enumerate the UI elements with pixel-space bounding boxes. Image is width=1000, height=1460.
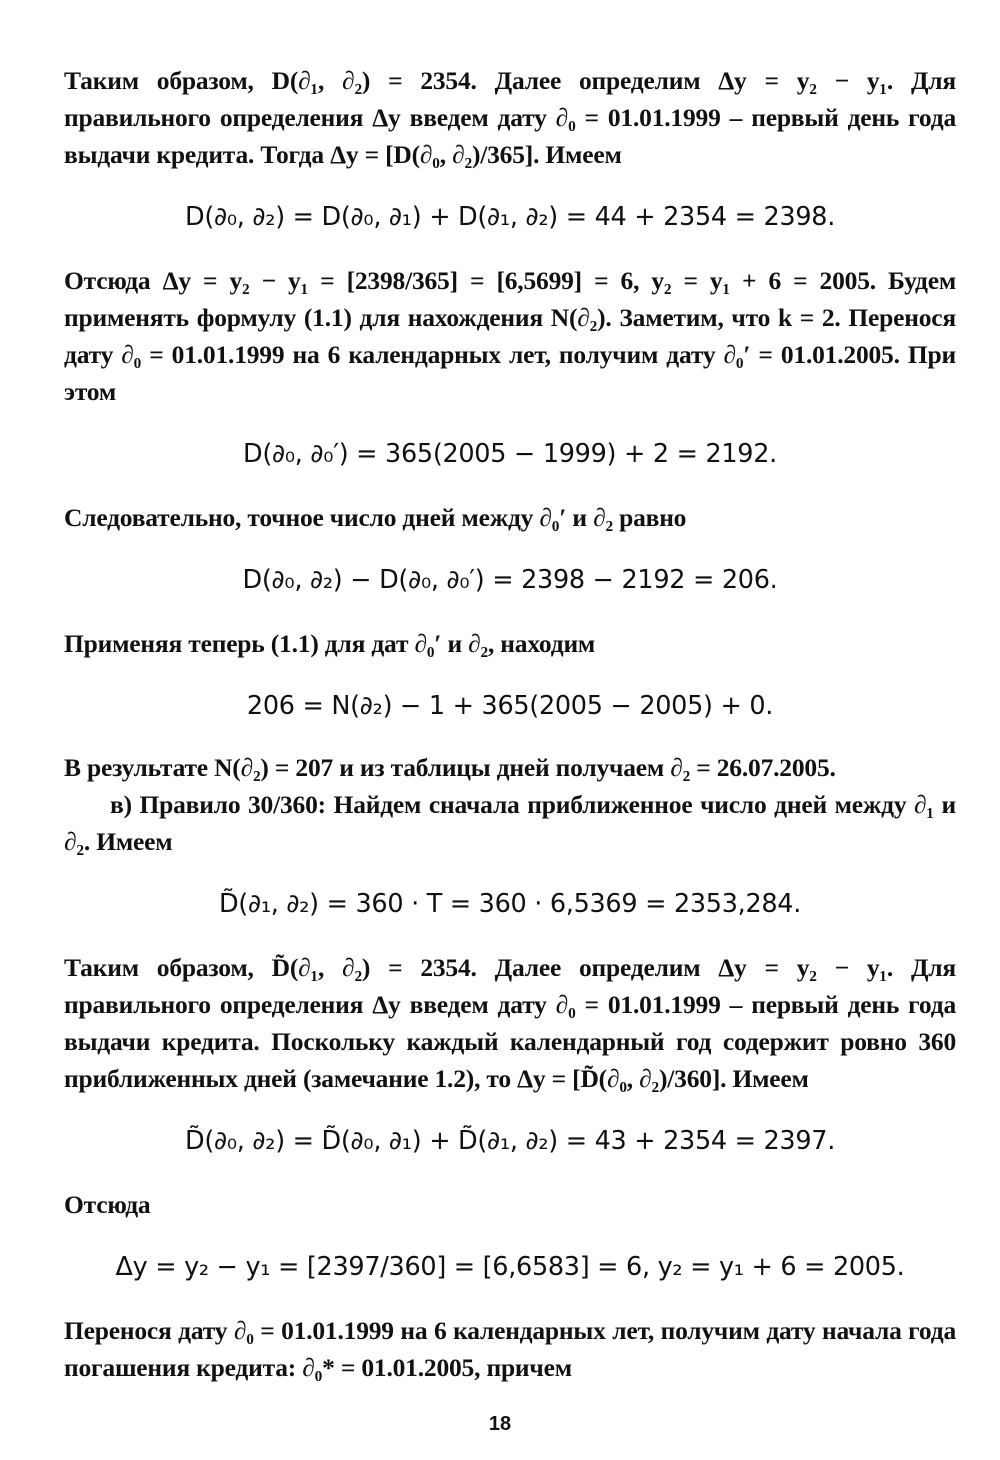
formula-1: D(∂₀, ∂₂) = D(∂₀, ∂₁) + D(∂₁, ∂₂) = 44 + 2354 = 2398. bbox=[184, 202, 835, 232]
paragraph-5: В результате N(∂₂) = 207 и из таблицы дней получаем ∂₂ = 26.07.2005. bbox=[64, 753, 836, 782]
formula-2: D(∂₀, ∂₀′) = 365(2005 − 1999) + 2 = 2192. bbox=[243, 439, 777, 469]
formula-5: D̃(∂₁, ∂₂) = 360 · T = 360 · 6,5369 = 2353,284. bbox=[218, 889, 802, 919]
paragraph-9: Перенося дату ∂₀ = 01.01.1999 на 6 календарных лет, получим дату начала года погашения кредита: ∂₀* = 01.01.2005, причем bbox=[64, 1316, 956, 1382]
formula-6: D̃(∂₀, ∂₂) = D̃(∂₀, ∂₁) + D̃(∂₁, ∂₂) = 43 + 2354 = 2397. bbox=[184, 1126, 835, 1156]
paragraph-8: Отсюда bbox=[64, 1190, 151, 1219]
paragraph-2: Отсюда Δy = y₂ − y₁ = [2398/365] = [6,5699] = 6, y₂ = y₁ + 6 = 2005. Будем применять формулу (1.1) для нахождения N(∂₂). Заметим, что k = 2. Перенося дату ∂₀ = 01.01.1999 на 6 календарных лет, получим дату ∂₀′ = 01.01.2005. При этом bbox=[64, 266, 956, 406]
formula-3: D(∂₀, ∂₂) − D(∂₀, ∂₀′) = 2398 − 2192 = 206. bbox=[242, 565, 778, 595]
paragraph-4: Применяя теперь (1.1) для дат ∂₀′ и ∂₂, находим bbox=[64, 629, 596, 658]
paragraph-6: в) Правило 30/360: Найдем сначала приближенное число дней между ∂₁ и ∂₂. Имеем bbox=[64, 790, 956, 856]
formula-7: Δy = y₂ − y₁ = [2397/360] = [6,6583] = 6, y₂ = y₁ + 6 = 2005. bbox=[115, 1252, 905, 1282]
paragraph-7: Таким образом, D̃(∂₁, ∂₂) = 2354. Далее определим Δy = y₂ − y₁. Для правильного определения Δy введем дату ∂₀ = 01.01.1999 – первый день года выдачи кредита. Поскольку каждый календарный год содержит ровно 360 приближенных дней (замечание 1.2), то Δy = [D̃(∂₀, ∂₂)/360]. Имеем bbox=[64, 953, 956, 1093]
page-number: 18 bbox=[488, 1413, 512, 1435]
formula-4: 206 = N(∂₂) − 1 + 365(2005 − 2005) + 0. bbox=[246, 691, 774, 721]
paragraph-3: Следовательно, точное число дней между ∂₀′ и ∂₂ равно bbox=[64, 503, 687, 532]
paragraph-1: Таким образом, D(∂₁, ∂₂) = 2354. Далее определим Δy = y₂ − y₁. Для правильного определения Δy введем дату ∂₀ = 01.01.1999 – первый день года выдачи кредита. Тогда Δy = [D(∂₀, ∂₂)/365]. Имеем bbox=[64, 66, 956, 169]
